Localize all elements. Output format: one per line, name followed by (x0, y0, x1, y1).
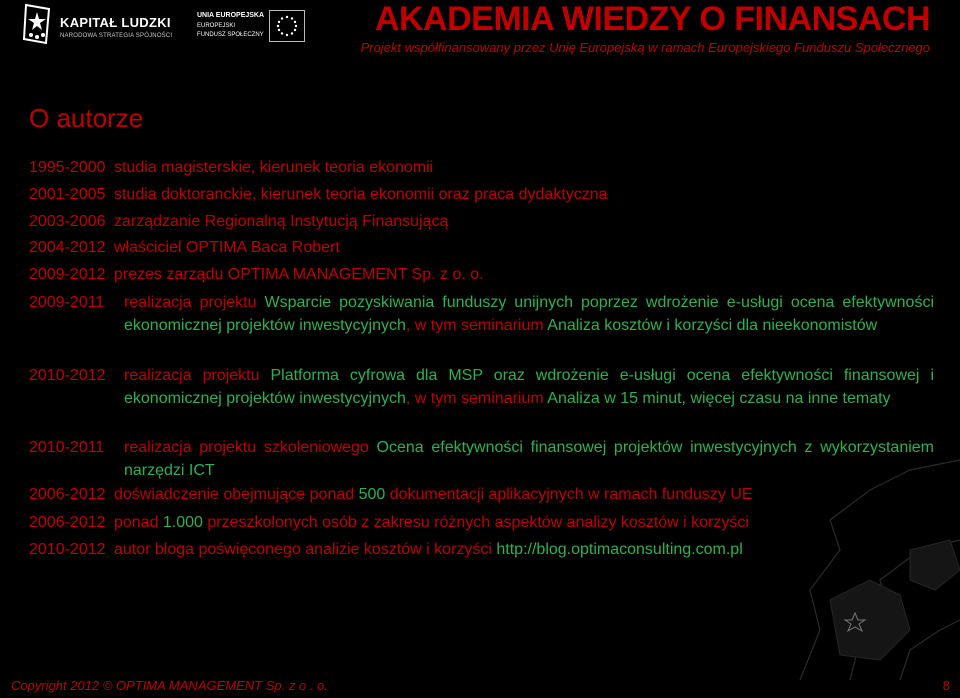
item-year: 2010-2012 (29, 541, 106, 558)
item-text-part: dokumentacji aplikacyjnych w ramach funduszy UE (385, 486, 753, 503)
item-year: 2001-2005 (29, 186, 106, 203)
item-text: studia magisterskie, kierunek teoria ekonomii (113, 159, 434, 176)
list-item (29, 159, 934, 177)
header (0, 0, 960, 55)
highlight-number: 1.000 (162, 514, 203, 531)
logo1-title: KAPITAŁ LUDZKI (60, 15, 171, 30)
item-text-part: , w tym seminarium (405, 317, 548, 334)
page-title: AKADEMIA WIEDZY O FINANSACH (374, 0, 930, 38)
project-name: Wsparcie pozyskiwania funduszy unijnych poprzez wdrożenie e-usługi ocena efektywności ekonomicznej projektów inwestycyjnych (124, 294, 934, 334)
item-text-part: realizacja projektu szkoleniowego (124, 439, 377, 456)
kapital-ludzki-logo (22, 3, 182, 47)
item-text (124, 291, 934, 337)
item-year: 2010-2011 (29, 439, 105, 456)
item-year: 2010-2012 (29, 367, 106, 384)
item-text-part: realizacja projektu (124, 294, 265, 311)
eu-logo (193, 6, 313, 46)
kapital-ludzki-icon (22, 3, 52, 47)
list-item (29, 266, 934, 284)
footer (0, 676, 960, 698)
page-number: 8 (942, 678, 950, 693)
item-text: prezes zarządu OPTIMA MANAGEMENT Sp. z o. o. (113, 266, 484, 283)
logo2-line3: FUNDUSZ SPOŁECZNY (197, 32, 264, 38)
list-item (29, 186, 934, 204)
highlight-number: 500 (358, 486, 386, 503)
eu-flag-icon (269, 10, 305, 42)
item-year: 2009-2011 (29, 294, 105, 311)
europe-map-decoration (760, 430, 960, 680)
page-subtitle: Projekt współfinansowany przez Unię Europejską w ramach Europejskiego Funduszu Społecznego (360, 40, 930, 55)
project-name: Platforma cyfrowa dla MSP oraz wdrożenie e-usługi ocena efektywności finansowej i ekonomicznej projektów inwestycyjnych (124, 367, 934, 407)
item-text-part: , w tym seminarium (405, 390, 548, 407)
section-heading: O autorze (29, 103, 144, 133)
list-item (29, 213, 934, 231)
item-year: 2006-2012 (29, 514, 106, 531)
item-year: 2006-2012 (29, 486, 106, 503)
item-year: 1995-2000 (29, 159, 106, 176)
item-text: studia doktoranckie, kierunek teoria ekonomii oraz praca dydaktyczna (113, 186, 608, 203)
logo2-line1: UNIA EUROPEJSKA (197, 12, 265, 19)
item-text: właściciel OPTIMA Baca Robert (113, 239, 340, 256)
item-year: 2004-2012 (29, 239, 106, 256)
item-year: 2003-2006 (29, 213, 106, 230)
item-year: 2009-2012 (29, 266, 106, 283)
item-text-part: doświadczenie obejmujące ponad (113, 486, 359, 503)
item-text-part: realizacja projektu (124, 367, 271, 384)
item-text-part: autor bloga poświęconego analizie kosztów i korzyści (113, 541, 497, 558)
list-item (29, 239, 934, 257)
blog-link[interactable]: http://blog.optimaconsulting.com.pl (496, 541, 743, 558)
copyright: Copyright 2012 © OPTIMA MANAGEMENT Sp. z o . o. (11, 678, 328, 693)
logo1-subtitle: NARODOWA STRATEGIA SPÓJNOŚCI (60, 33, 173, 39)
seminar-name: Analiza kosztów i korzyści dla nieekonomistów (547, 317, 878, 334)
item-text-part: ponad (113, 514, 163, 531)
item-text: zarządzanie Regionalną Instytucją Finansującą (113, 213, 449, 230)
project-name: Ocena efektywności finansowej projektów inwestycyjnych z wykorzystaniem narzędzi ICT (124, 439, 934, 479)
logo2-line2: EUROPEJSKI (197, 23, 236, 29)
seminar-name: Analiza w 15 minut, więcej czasu na inne tematy (547, 390, 891, 407)
item-text-part: przeszkolonych osób z zakresu różnych aspektów analizy kosztów i korzyści (202, 514, 749, 531)
item-text (124, 364, 934, 410)
